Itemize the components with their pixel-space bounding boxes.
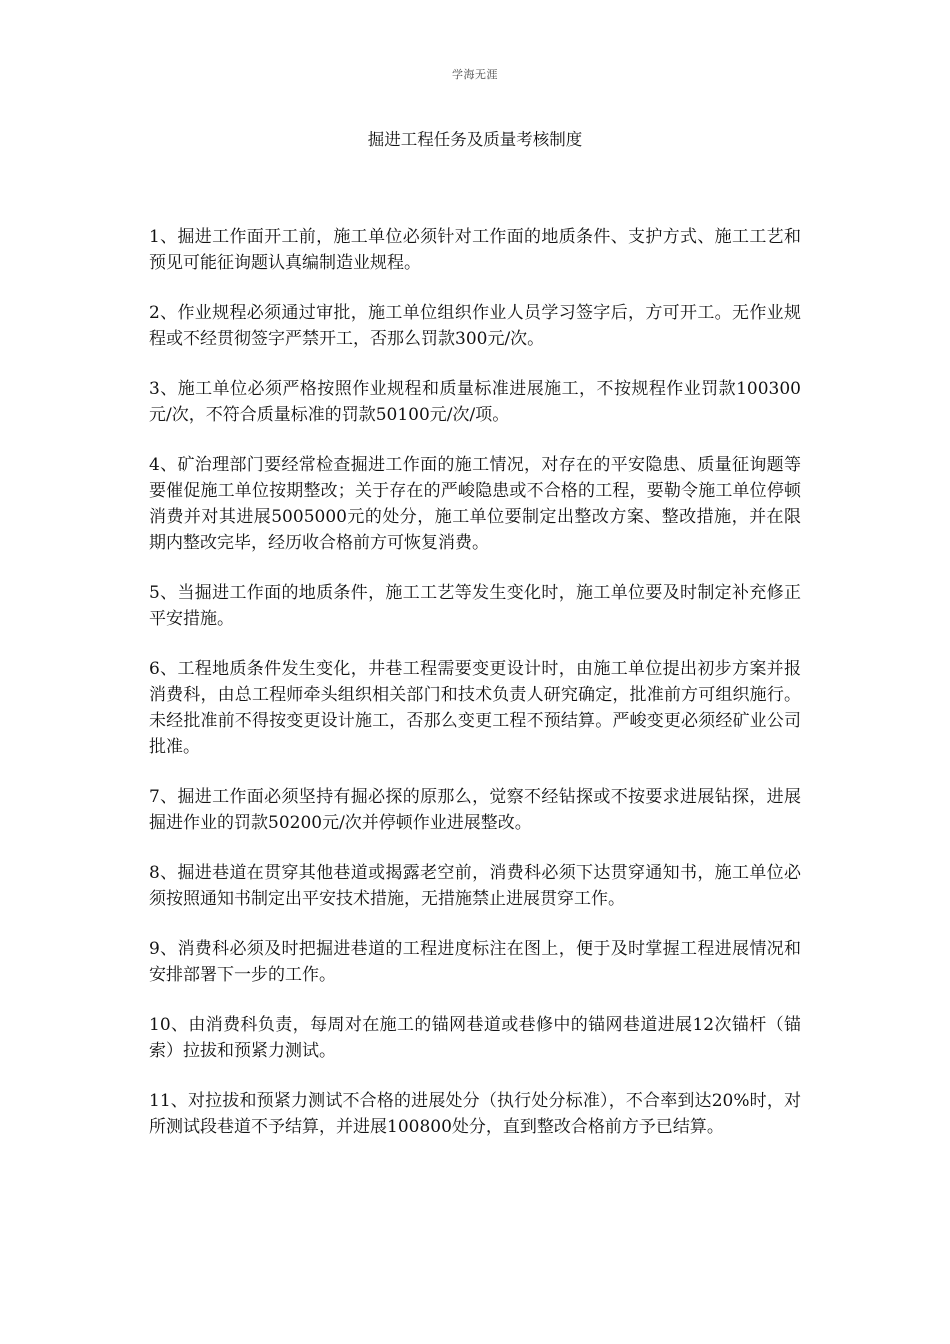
paragraph-1: 1、掘进工作面开工前，施工单位必须针对工作面的地质条件、支护方式、施工工艺和预见可能征询题认真编制造业规程。 (149, 227, 801, 273)
paragraph-11: 11、对拉拔和预紧力测试不合格的进展处分（执行处分标准），不合率到达20%时，对所测试段巷道不予结算，并进展100800处分，直到整改合格前方予已结算。 (149, 1091, 801, 1137)
page-header: 学海无涯 (452, 68, 498, 81)
paragraph-9: 9、消费科必须及时把掘进巷道的工程进度标注在图上，便于及时掌握工程进展情况和安排部署下一步的工作。 (149, 939, 801, 985)
document-body (149, 224, 801, 1164)
paragraph-7: 7、掘进工作面必须坚持有掘必探的原那么，觉察不经钻探或不按要求进展钻探，进展掘进作业的罚款50200元/次并停顿作业进展整改。 (149, 787, 801, 833)
document-title: 掘进工程任务及质量考核制度 (367, 130, 583, 149)
paragraph-8: 8、掘进巷道在贯穿其他巷道或揭露老空前，消费科必须下达贯穿通知书，施工单位必须按照通知书制定出平安技术措施，无措施禁止进展贯穿工作。 (149, 863, 801, 909)
paragraph-6: 6、工程地质条件发生变化，井巷工程需要变更设计时，由施工单位提出初步方案并报消费科，由总工程师牵头组织相关部门和技术负责人研究确定，批准前方可组织施行。未经批准前不得按变更设计施工，否那么变更工程不预结算。严峻变更必须经矿业公司批准。 (149, 659, 801, 757)
paragraph-2: 2、作业规程必须通过审批，施工单位组织作业人员学习签字后，方可开工。无作业规程或不经贯彻签字严禁开工，否那么罚款300元/次。 (149, 303, 801, 349)
paragraph-5: 5、当掘进工作面的地质条件，施工工艺等发生变化时，施工单位要及时制定补充修正平安措施。 (149, 583, 801, 629)
paragraph-10: 10、由消费科负责，每周对在施工的锚网巷道或巷修中的锚网巷道进展12次锚杆（锚索）拉拔和预紧力测试。 (149, 1015, 801, 1061)
paragraph-4: 4、矿治理部门要经常检查掘进工作面的施工情况，对存在的平安隐患、质量征询题等要催促施工单位按期整改；关于存在的严峻隐患或不合格的工程，要勒令施工单位停顿消费并对其进展5005000元的处分，施工单位要制定出整改方案、整改措施，并在限期内整改完毕，经历收合格前方可恢复消费。 (149, 455, 801, 553)
paragraph-3: 3、施工单位必须严格按照作业规程和质量标准进展施工，不按规程作业罚款100300元/次，不符合质量标准的罚款50100元/次/项。 (149, 379, 801, 425)
